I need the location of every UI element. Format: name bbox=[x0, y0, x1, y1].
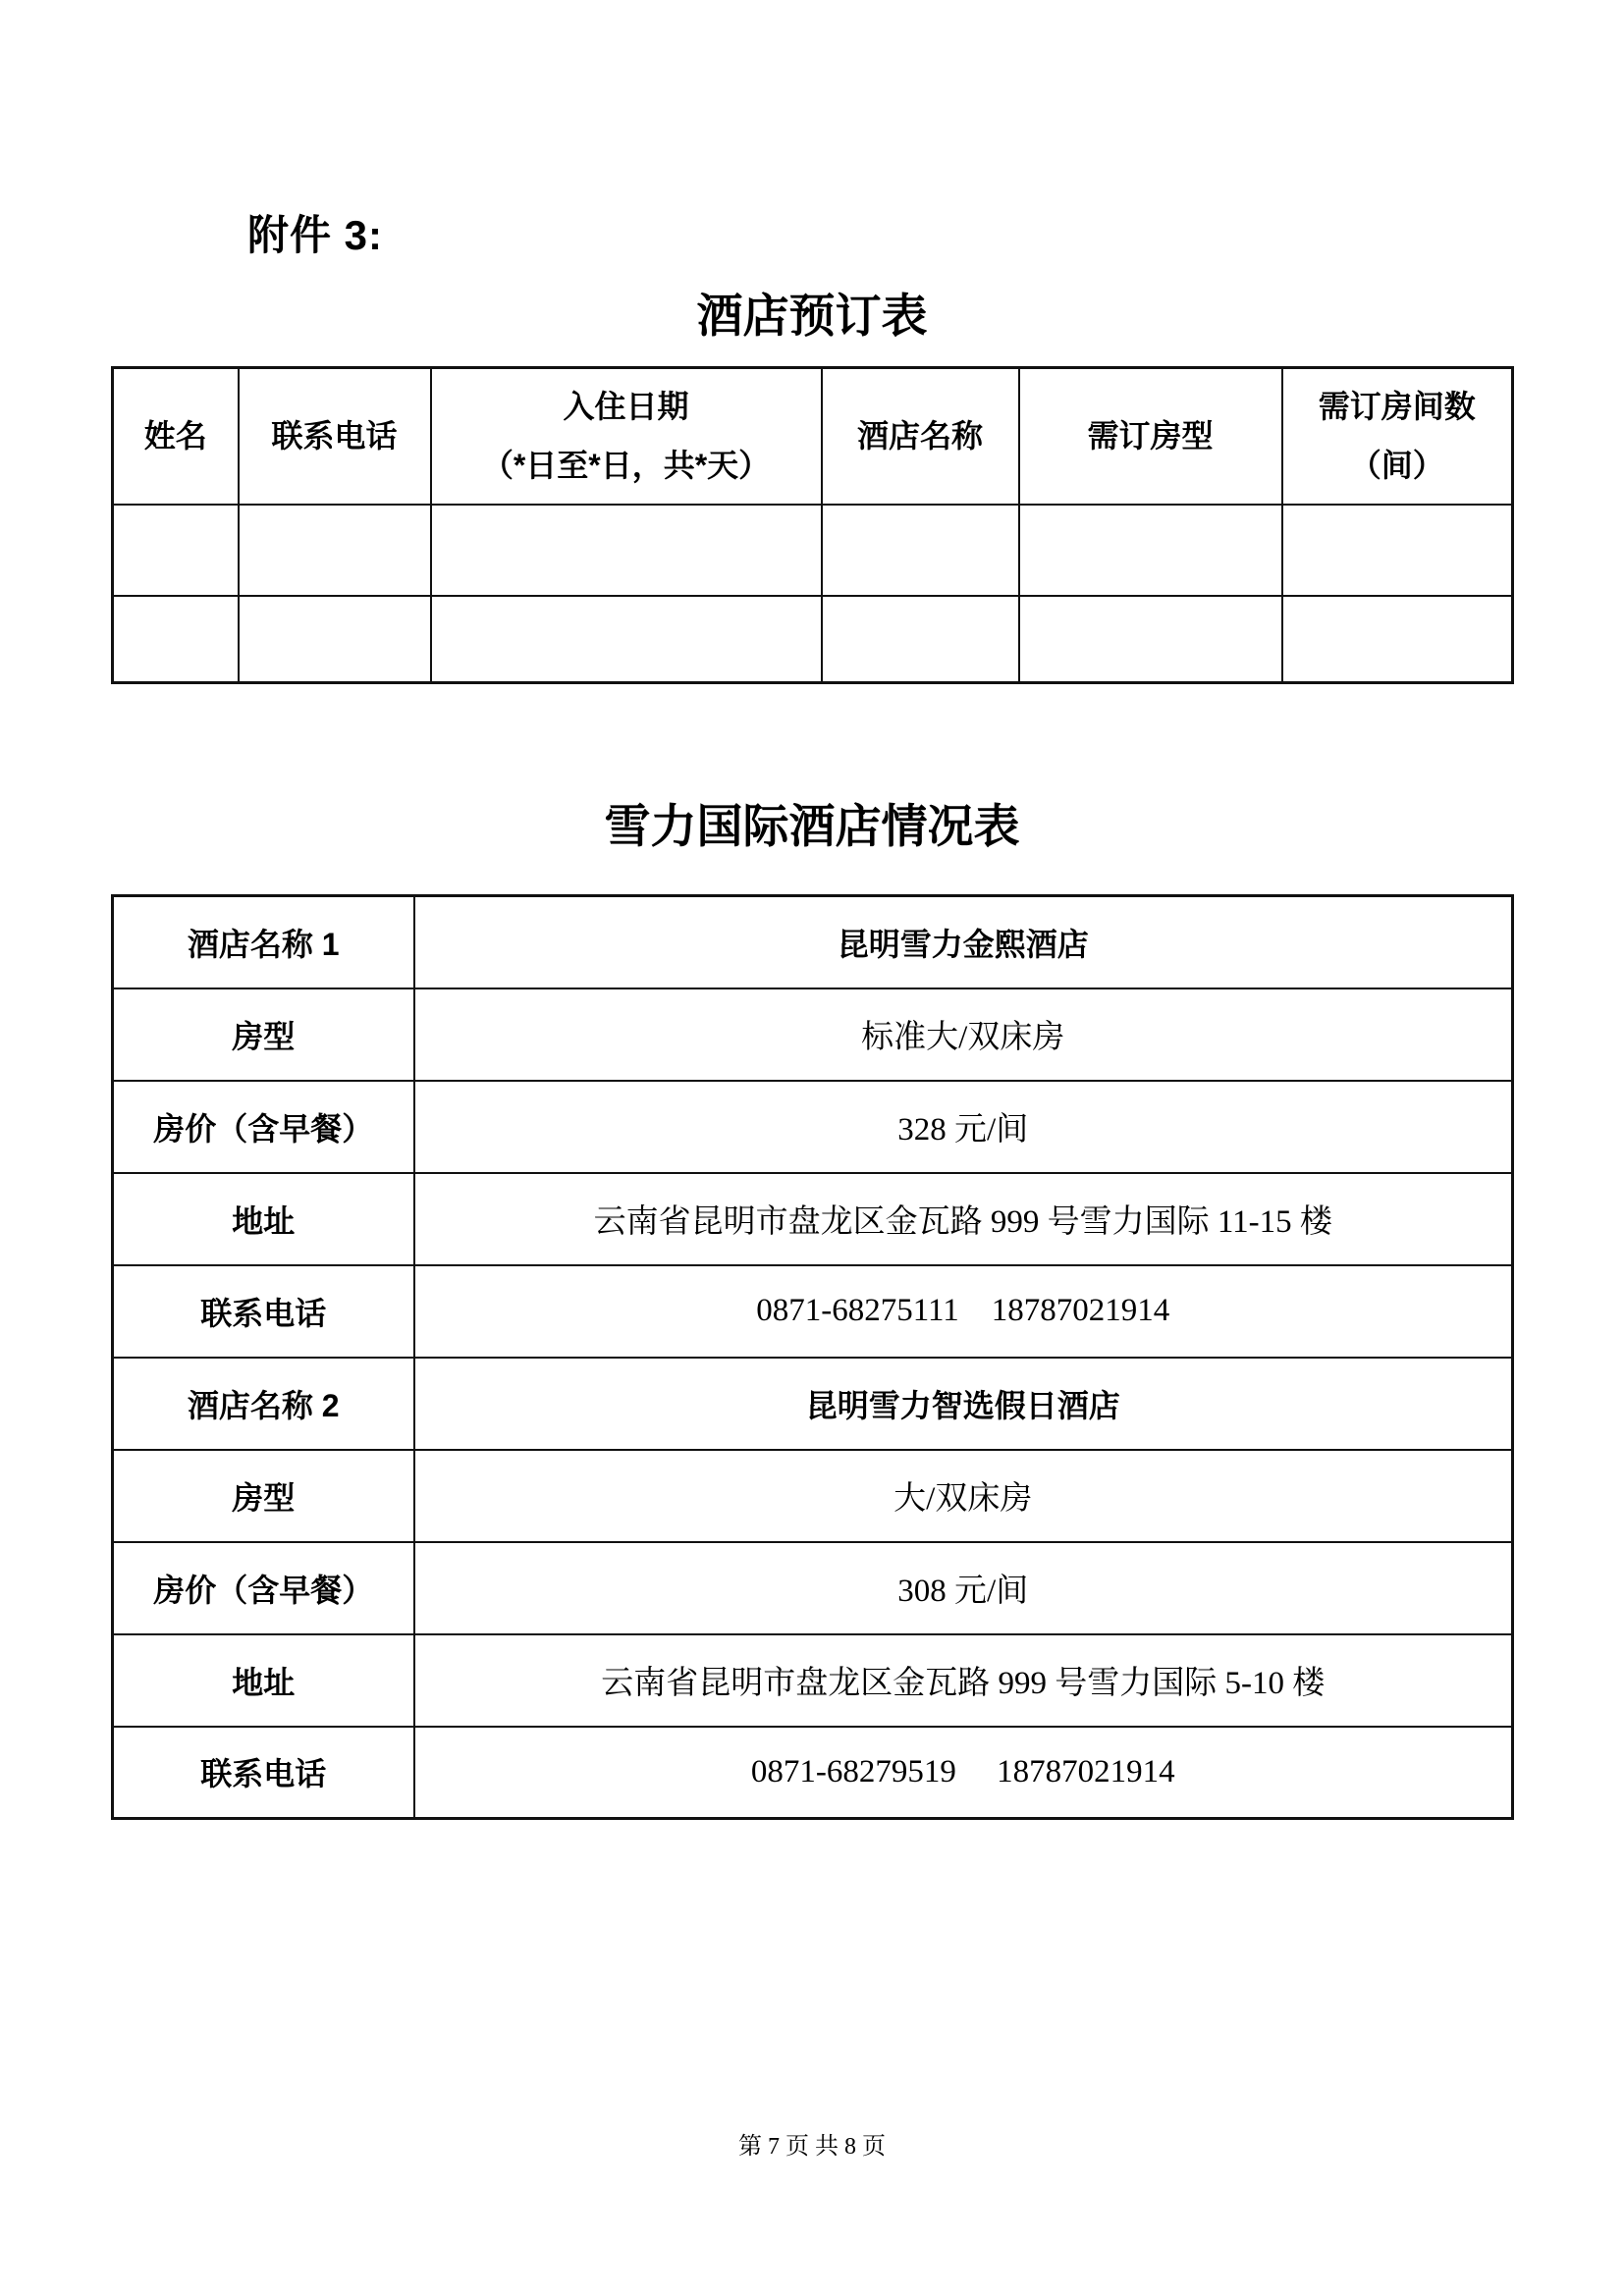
table-row bbox=[113, 1081, 1513, 1173]
table-row bbox=[113, 1450, 1513, 1542]
table-row bbox=[113, 1265, 1513, 1358]
header-cell-hotel-name bbox=[822, 368, 1019, 505]
row-label: 地址 bbox=[113, 1634, 414, 1727]
header-cell-room-count bbox=[1282, 368, 1513, 505]
header-sublabel: （*日至*日，共*天） bbox=[481, 448, 771, 484]
empty-cell bbox=[822, 505, 1019, 596]
table-row bbox=[113, 1542, 1513, 1634]
table-row bbox=[113, 1173, 1513, 1265]
row-value: 标准大/双床房 bbox=[414, 988, 1513, 1081]
empty-cell bbox=[113, 505, 239, 596]
header-cell-room-type bbox=[1019, 368, 1282, 505]
row-value: 328 元/间 bbox=[414, 1081, 1513, 1173]
row-label: 酒店名称 2 bbox=[113, 1358, 414, 1450]
row-value: 云南省昆明市盘龙区金瓦路 999 号雪力国际 11-15 楼 bbox=[414, 1173, 1513, 1265]
table-row bbox=[113, 896, 1513, 988]
empty-cell bbox=[1282, 505, 1513, 596]
row-label: 联系电话 bbox=[113, 1265, 414, 1358]
booking-table bbox=[111, 366, 1514, 684]
table-row bbox=[113, 988, 1513, 1081]
header-label: 入住日期 bbox=[563, 389, 689, 425]
header-label: 需订房型 bbox=[1087, 418, 1214, 454]
table-row bbox=[113, 1358, 1513, 1450]
row-value: 308 元/间 bbox=[414, 1542, 1513, 1634]
page-number-footer: 第 7 页 共 8 页 bbox=[738, 2134, 886, 2160]
header-cell-name bbox=[113, 368, 239, 505]
booking-entry-row bbox=[113, 596, 1513, 683]
row-label: 房型 bbox=[113, 988, 414, 1081]
header-cell-checkin-date bbox=[431, 368, 822, 505]
header-sublabel: （间） bbox=[1349, 448, 1444, 484]
attachment-label: 附件 3: bbox=[247, 212, 384, 258]
header-cell-phone bbox=[239, 368, 431, 505]
table-row bbox=[113, 1634, 1513, 1727]
header-label: 需订房间数 bbox=[1318, 389, 1476, 425]
row-label: 酒店名称 1 bbox=[113, 896, 414, 988]
hotel-info-table bbox=[111, 894, 1514, 1820]
empty-cell bbox=[1019, 505, 1282, 596]
header-label: 姓名 bbox=[143, 418, 207, 454]
empty-cell bbox=[239, 505, 431, 596]
row-value: 云南省昆明市盘龙区金瓦路 999 号雪力国际 5-10 楼 bbox=[414, 1634, 1513, 1727]
booking-entry-row bbox=[113, 505, 1513, 596]
booking-table-header-row bbox=[113, 368, 1513, 505]
booking-table-title: 酒店预订表 bbox=[696, 292, 928, 343]
hotel-info-table-title: 雪力国际酒店情况表 bbox=[604, 802, 1020, 853]
row-label: 房型 bbox=[113, 1450, 414, 1542]
empty-cell bbox=[113, 596, 239, 683]
row-value: 0871-68275111 18787021914 bbox=[414, 1265, 1513, 1358]
header-label: 联系电话 bbox=[271, 418, 398, 454]
empty-cell bbox=[822, 596, 1019, 683]
row-value: 昆明雪力金熙酒店 bbox=[414, 896, 1513, 988]
empty-cell bbox=[431, 596, 822, 683]
row-value: 昆明雪力智选假日酒店 bbox=[414, 1358, 1513, 1450]
empty-cell bbox=[239, 596, 431, 683]
empty-cell bbox=[1019, 596, 1282, 683]
row-label: 联系电话 bbox=[113, 1727, 414, 1819]
empty-cell bbox=[431, 505, 822, 596]
header-label: 酒店名称 bbox=[856, 418, 983, 454]
row-value: 大/双床房 bbox=[414, 1450, 1513, 1542]
empty-cell bbox=[1282, 596, 1513, 683]
row-value: 0871-68279519 18787021914 bbox=[414, 1727, 1513, 1819]
row-label: 房价（含早餐） bbox=[113, 1542, 414, 1634]
table-row bbox=[113, 1727, 1513, 1819]
row-label: 地址 bbox=[113, 1173, 414, 1265]
row-label: 房价（含早餐） bbox=[113, 1081, 414, 1173]
